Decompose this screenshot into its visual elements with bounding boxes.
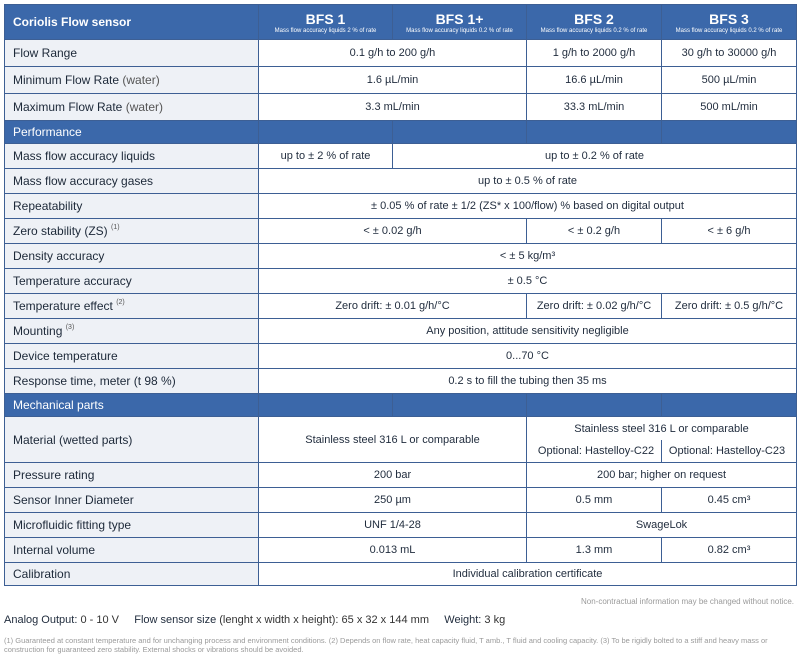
cell-value: 500 mL/min (662, 94, 797, 121)
table-row (5, 94, 797, 121)
cell-value: 0.45 cm³ (662, 488, 797, 513)
row-label: Material (wetted parts) (5, 417, 259, 463)
footer-specs (4, 614, 505, 626)
row-label: Temperature accuracy (5, 269, 259, 294)
cell-value: up to ± 0.5 % of rate (259, 169, 797, 194)
cell-value: Stainless steel 316 L or comparable (259, 417, 527, 463)
row-label (5, 67, 259, 94)
table-row (5, 538, 797, 563)
table-row (5, 169, 797, 194)
section-cell (662, 121, 797, 144)
cell-value: 1.6 µL/min (259, 67, 527, 94)
header-bfs3 (662, 5, 797, 40)
cell-value: < ± 0.02 g/h (259, 219, 527, 244)
cell-value: 200 bar (259, 463, 527, 488)
table-row (5, 344, 797, 369)
cell-value: < ± 6 g/h (662, 219, 797, 244)
section-cell (259, 394, 393, 417)
table-row (5, 144, 797, 169)
cell-value: 500 µL/min (662, 67, 797, 94)
label-note: (water) (122, 73, 160, 87)
row-label: Response time, meter (t 98 %) (5, 369, 259, 394)
table-row (5, 67, 797, 94)
table-row (5, 319, 797, 344)
disclaimer-notice: Non-contractual information may be changed without notice. (580, 597, 794, 606)
label-text: Minimum Flow Rate (13, 73, 120, 87)
table-row (5, 369, 797, 394)
section-title: Performance (5, 121, 259, 144)
cell-value: 30 g/h to 30000 g/h (662, 40, 797, 67)
model-subtitle: Mass flow accuracy liquids 0.2 % of rate (406, 28, 513, 34)
section-cell (527, 121, 662, 144)
cell-value: ± 0.5 °C (259, 269, 797, 294)
footnote-ref: (1) (111, 224, 120, 231)
footnote-ref: (3) (65, 324, 75, 331)
row-label (5, 219, 259, 244)
table-row (5, 269, 797, 294)
row-label: Microfluidic fitting type (5, 513, 259, 538)
section-row-mechanical (5, 394, 797, 417)
cell-value: 1 g/h to 2000 g/h (527, 40, 662, 67)
cell-value: Zero drift: ± 0.5 g/h/°C (662, 294, 797, 319)
row-label: Internal volume (5, 538, 259, 563)
section-title: Mechanical parts (5, 394, 259, 417)
label-text: Maximum Flow Rate (13, 100, 123, 114)
label-text: Temperature effect (13, 299, 113, 313)
cell-value: Stainless steel 316 L or comparable (574, 422, 749, 435)
cell-value: 250 µm (259, 488, 527, 513)
table-row (5, 244, 797, 269)
model-name: BFS 2 (574, 11, 614, 27)
row-label: Flow Range (5, 40, 259, 67)
footnotes: (1) Guaranteed at constant temperature and for unchanging process and environment conditions. (2) Depends on flow rate, heat capacity fluid, T amb., T fluid and cooling capacity. (3) To be rigidly bolted to a stiff and heavy mass or construction for guaranteed zero stability. External shocks or vibrations should be avoided. (4, 636, 768, 654)
cell-value: Optional: Hastelloy-C22 (537, 444, 655, 457)
table-row (5, 513, 797, 538)
row-label: Sensor Inner Diameter (5, 488, 259, 513)
header-bfs1-plus (393, 5, 527, 40)
cell-value: Optional: Hastelloy-C23 (661, 440, 792, 462)
section-cell (527, 394, 662, 417)
row-label: Device temperature (5, 344, 259, 369)
section-cell (393, 394, 527, 417)
size-value: 65 x 32 x 144 mm (341, 614, 429, 626)
section-cell (662, 394, 797, 417)
table-row (5, 219, 797, 244)
table-row (5, 417, 797, 463)
weight-value: 3 kg (484, 614, 506, 626)
cell-value: 0.82 cm³ (662, 538, 797, 563)
weight-label: Weight: (444, 614, 482, 626)
cell-value: 200 bar; higher on request (527, 463, 797, 488)
model-subtitle: Mass flow accuracy liquids 0.2 % of rate (675, 28, 783, 34)
cell-value: ± 0.05 % of rate ± 1/2 (ZS* x 100/flow) % based on digital output (259, 194, 797, 219)
model-subtitle: Mass flow accuracy liquids 0.2 % of rate (540, 28, 648, 34)
row-label (5, 294, 259, 319)
section-row-performance (5, 121, 797, 144)
cell-value: SwageLok (527, 513, 797, 538)
cell-value: up to ± 0.2 % of rate (393, 144, 797, 169)
header-label: Coriolis Flow sensor (5, 5, 259, 40)
cell-value: < ± 5 kg/m³ (259, 244, 797, 269)
label-note: (water) (125, 100, 164, 114)
table-row (5, 194, 797, 219)
section-cell (393, 121, 527, 144)
model-subtitle: Mass flow accuracy liquids 2 % of rate (274, 28, 377, 34)
label-text: Mounting (13, 324, 63, 338)
model-name: BFS 3 (709, 11, 749, 27)
size-label: Flow sensor size (134, 614, 217, 626)
size-note: (lenght x width x height): (219, 614, 339, 626)
cell-value: 3.3 mL/min (259, 94, 527, 121)
cell-value: < ± 0.2 g/h (527, 219, 662, 244)
row-label: Calibration (5, 563, 259, 586)
cell-value: 0...70 °C (259, 344, 797, 369)
cell-value: 0.2 s to fill the tubing then 35 ms (259, 369, 797, 394)
cell-value: Zero drift: ± 0.01 g/h/°C (259, 294, 527, 319)
cell-value: 33.3 mL/min (527, 94, 662, 121)
row-label (5, 319, 259, 344)
table-row (5, 40, 797, 67)
table-row (5, 294, 797, 319)
cell-value: 16.6 µL/min (527, 67, 662, 94)
cell-value: 0.5 mm (527, 488, 662, 513)
cell-value: Individual calibration certificate (259, 563, 797, 586)
analog-label: Analog Output: (4, 614, 78, 626)
cell-value: up to ± 2 % of rate (259, 144, 393, 169)
row-label: Mass flow accuracy gases (5, 169, 259, 194)
cell-value: 1.3 mm (527, 538, 662, 563)
cell-value: 0.013 mL (259, 538, 527, 563)
cell-value: 0.1 g/h to 200 g/h (259, 40, 527, 67)
row-label: Repeatability (5, 194, 259, 219)
model-name: BFS 1+ (435, 11, 484, 27)
section-cell (259, 121, 393, 144)
cell-value: Zero drift: ± 0.02 g/h/°C (527, 294, 662, 319)
row-label (5, 94, 259, 121)
table-row (5, 488, 797, 513)
model-name: BFS 1 (305, 11, 346, 27)
footnote-ref: (2) (116, 299, 125, 306)
row-label: Mass flow accuracy liquids (5, 144, 259, 169)
table-row (5, 563, 797, 586)
table-row (5, 463, 797, 488)
row-label: Density accuracy (5, 244, 259, 269)
cell-value: UNF 1/4-28 (259, 513, 527, 538)
material-split-cell (527, 417, 797, 463)
row-label: Pressure rating (5, 463, 259, 488)
cell-value: Any position, attitude sensitivity negligible (259, 319, 797, 344)
table-header-row (5, 5, 797, 40)
material-options (531, 440, 792, 462)
analog-value: 0 - 10 V (80, 614, 119, 626)
header-bfs1 (259, 5, 393, 40)
label-text: Zero stability (ZS) (13, 224, 108, 238)
spec-table (4, 4, 797, 586)
header-bfs2 (527, 5, 662, 40)
